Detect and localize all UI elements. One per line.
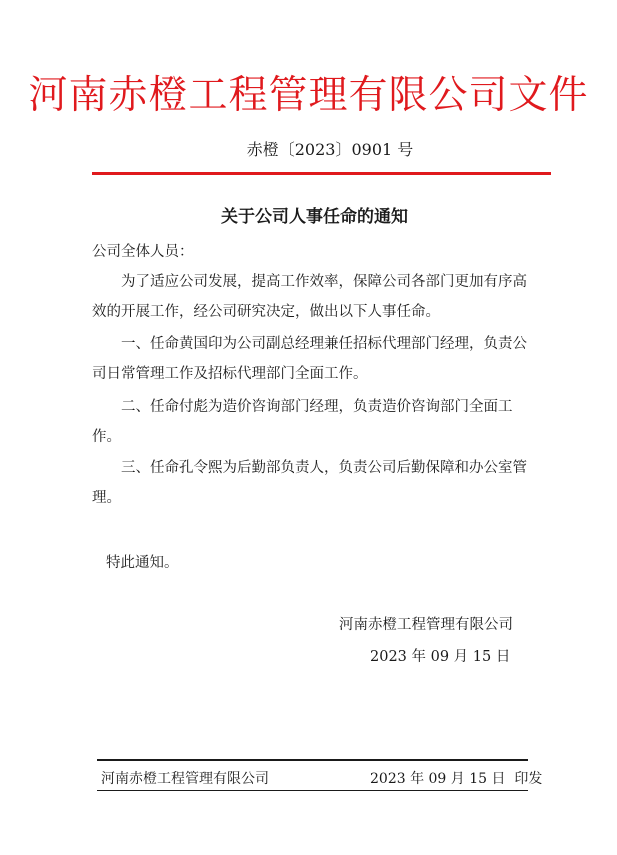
paragraph-intro: 为了适应公司发展，提高工作效率，保障公司各部门更加有序高效的开展工作，经公司研究决定，做出以下人事任命。 xyxy=(92,274,527,320)
closing-remark: 特此通知。 xyxy=(106,555,179,571)
paragraph-appointment-3: 三、任命孔令熙为后勤部负责人，负责公司后勤保障和办公室管理。 xyxy=(92,460,527,506)
paragraph-appointment-2: 二、任命付彪为造价咨询部门经理，负责造价咨询部门全面工作。 xyxy=(92,399,513,445)
salutation: 公司全体人员： xyxy=(92,244,194,260)
document-number: 赤橙〔2023〕0901 号 xyxy=(246,140,414,159)
signature-company: 河南赤橙工程管理有限公司 xyxy=(339,617,513,633)
footer-issue-date: 2023 年 09 月 15 日 印发 xyxy=(370,771,543,787)
document-header-title: 河南赤橙工程管理有限公司文件 xyxy=(28,73,589,118)
signature-date: 2023 年 09 月 15 日 xyxy=(370,649,511,665)
footer-divider-top xyxy=(97,759,528,761)
footer-issuer: 河南赤橙工程管理有限公司 xyxy=(101,771,269,787)
header-red-divider xyxy=(92,172,551,175)
footer-divider-bottom xyxy=(97,790,528,791)
notice-title: 关于公司人事任命的通知 xyxy=(221,207,408,227)
paragraph-appointment-1: 一、任命黄国印为公司副总经理兼任招标代理部门经理，负责公司日常管理工作及招标代理部门全面工作。 xyxy=(92,336,527,382)
